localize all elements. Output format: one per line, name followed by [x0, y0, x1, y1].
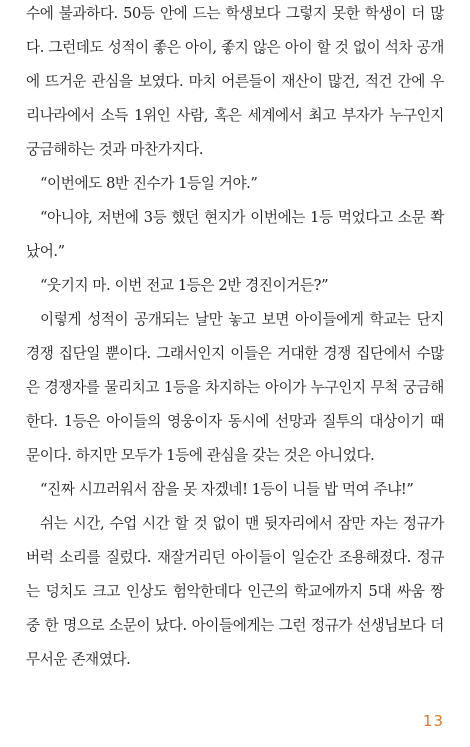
text-line: 무서운 존재였다.	[26, 651, 131, 668]
text-line: 이렇게 성적이 공개되는 날만 놓고 보면 아이들에게 학교는 단지	[40, 311, 444, 328]
dialogue-line: “진짜 시끄러워서 잠을 못 자겠네! 1등이 니들 밥 먹여 주냐!”	[40, 481, 414, 498]
text-line: 다. 그런데도 성적이 좋은 아이, 좋지 않은 아이 할 것 없이 석차 공개	[26, 39, 444, 56]
text-line: 는 덩치도 크고 인상도 험악한데다 인근의 학교에까지 5대 싸움 짱	[26, 583, 444, 600]
dialogue-line: “웃기지 마. 이번 전교 1등은 2반 경진이거든?”	[40, 277, 329, 294]
text-line: 버럭 소리를 질렀다. 재잘거리던 아이들이 일순간 조용해졌다. 정규	[26, 549, 444, 566]
text-line: 났어.”	[26, 243, 65, 260]
text-line: 경쟁 집단일 뿐이다. 그래서인지 이들은 거대한 경쟁 집단에서 수많	[26, 345, 444, 362]
text-line: 리나라에서 소득 1위인 사람, 혹은 세계에서 최고 부자가 누구인지	[26, 107, 444, 124]
dialogue-line: “아니야, 저번에 3등 했던 현지가 이번에는 1등 먹었다고 소문 쫙	[40, 209, 444, 226]
text-line: 중 한 명으로 소문이 났다. 아이들에게는 그런 정규가 선생님보다 더	[26, 617, 444, 634]
text-line: 은 경쟁자를 물리치고 1등을 차지하는 아이가 누구인지 무척 궁금해	[26, 379, 444, 396]
dialogue-line: “이번에도 8반 진수가 1등일 거야.”	[40, 175, 258, 192]
text-line: 에 뜨거운 관심을 보였다. 마치 어른들이 재산이 많건, 적건 간에 우	[26, 73, 444, 90]
page-number: 13	[422, 712, 444, 730]
text-line: 궁금해하는 것과 마찬가지다.	[26, 141, 204, 158]
text-line: 문이다. 하지만 모두가 1등에 관심을 갖는 것은 아니었다.	[26, 447, 375, 464]
text-line: 한다. 1등은 아이들의 영웅이자 동시에 선망과 질투의 대상이기 때	[26, 413, 444, 430]
text-line: 쉬는 시간, 수업 시간 할 것 없이 맨 뒷자리에서 잠만 자는 정규가	[40, 515, 444, 532]
text-line: 수에 불과하다. 50등 안에 드는 학생보다 그렇지 못한 학생이 더 많	[26, 5, 444, 22]
